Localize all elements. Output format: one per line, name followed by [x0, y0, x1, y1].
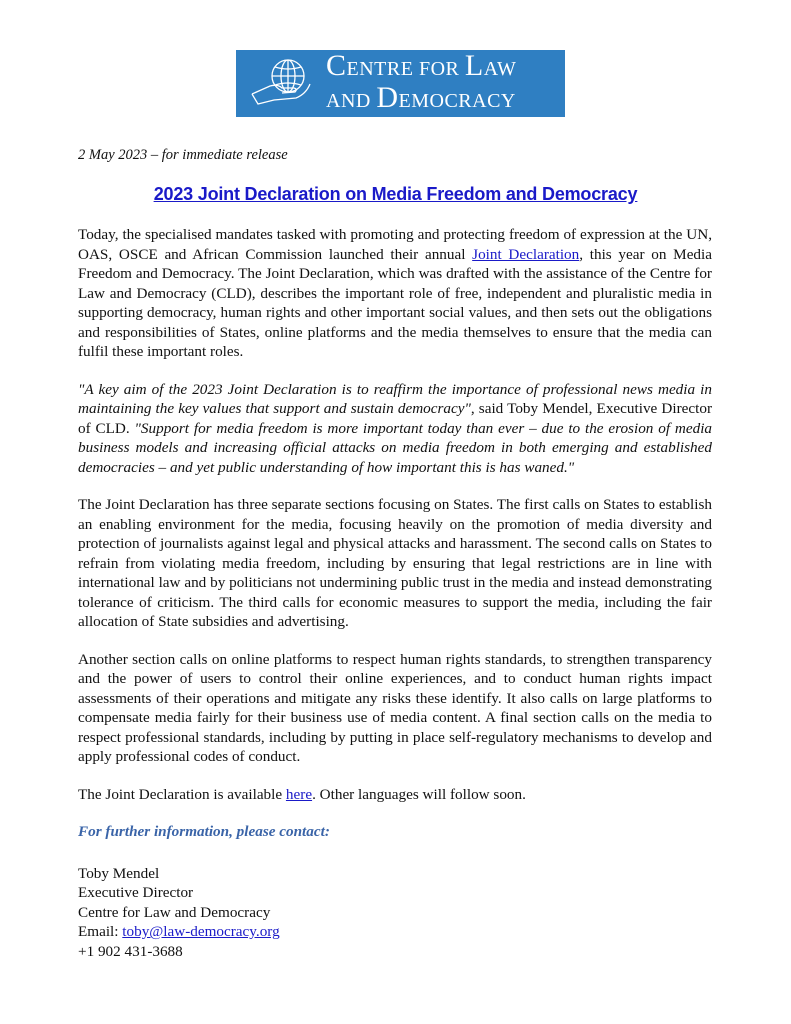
email-link[interactable]: toby@law-democracy.org [122, 923, 280, 940]
paragraph-text: Today, the specialised mandates tasked with promoting and protecting freedom of expression at the UN, OAS, OSCE and African Commission launched their annual [78, 226, 712, 263]
title-link[interactable]: 2023 Joint Declaration on Media Freedom and Democracy [153, 184, 638, 204]
paragraph-text: . Other languages will follow soon. [312, 785, 526, 803]
contact-block [78, 864, 712, 962]
logo-text: AND [326, 89, 377, 112]
paragraph-text: , this year on Media Freedom and Democracy. The Joint Declaration, which was drafted with the assistance of the Centre for Law and Democracy (CLD), describes the important role of free, independent and pluralistic media in supporting democracy, human rights and other important social values, and then sets out the obligations and responsibilities of States, online platforms and the media themselves to ensure that the media can fulfil these important roles. [78, 245, 712, 360]
logo-text: AW [483, 57, 517, 80]
joint-declaration-link[interactable]: Joint Declaration [472, 245, 580, 263]
here-link[interactable]: here [285, 785, 313, 803]
quote-text: "Support for media freedom is more important today than ever – due to the erosion of media business models and increasing official attacks on media freedom in both emerging and established democracies – and yet public understanding of how important this is has waned." [78, 419, 713, 476]
contact-name: Toby Mendel [78, 864, 160, 882]
logo-text: EMOCRACY [398, 89, 516, 112]
paragraph-states: The Joint Declaration has three separate sections focusing on States. The first calls on States to establish an enabling environment for the media, focusing heavily on the promotion of media diversity and protection of journalists against legal and physical attacks and harassment. The second calls on States to refrain from violating media freedom, including by ensuring that legal restrictions are in line with international law and by politicians not undermining public trust in the media and instead demonstrating tolerance of criticism. The third calls for economic measures to support the media, including the fair allocation of State subsidies and advertising. [78, 496, 712, 630]
contact-heading: For further information, please contact: [78, 823, 330, 840]
release-dateline: 2 May 2023 – for immediate release [78, 147, 288, 163]
contact-organization: Centre for Law and Democracy [78, 903, 271, 921]
paragraph-availability [78, 785, 712, 805]
logo-text: D [376, 80, 399, 114]
contact-phone: +1 902 431-3688 [78, 942, 183, 960]
page-title [0, 184, 791, 205]
logo-wordmark [326, 48, 517, 116]
cld-logo [236, 50, 565, 117]
press-release-body [78, 225, 712, 961]
paragraph-quote [78, 380, 712, 478]
logo-text: L [464, 48, 484, 82]
contact-role: Executive Director [78, 884, 194, 901]
quote-attribution: , said Toby Mendel, Executive Director of CLD. [78, 400, 712, 437]
contact-email-row [78, 922, 712, 942]
logo-text: ENTRE FOR [346, 57, 465, 80]
paragraph-platforms: Another section calls on online platforms to respect human rights standards, to strengthen transparency and the power of users to control their online experiences, and to conduct human rights impact assessments of their operations and mitigate any risks these identify. It also calls on large platforms to compensate media fairly for their business use of media content. A final section calls on the media to respect professional standards, including by putting in place self-regulatory mechanisms to develop and apply professional codes of conduct. [78, 650, 712, 765]
paragraph-intro [78, 225, 712, 362]
globe-in-hand-icon [248, 54, 318, 114]
logo-text: C [326, 48, 347, 82]
email-label: Email: [78, 923, 123, 940]
quote-text: "A key aim of the 2023 Joint Declaration is to reaffirm the importance of professional news media in maintaining the key values that support and sustain democracy" [78, 380, 712, 417]
paragraph-text: The Joint Declaration is available [78, 785, 286, 803]
